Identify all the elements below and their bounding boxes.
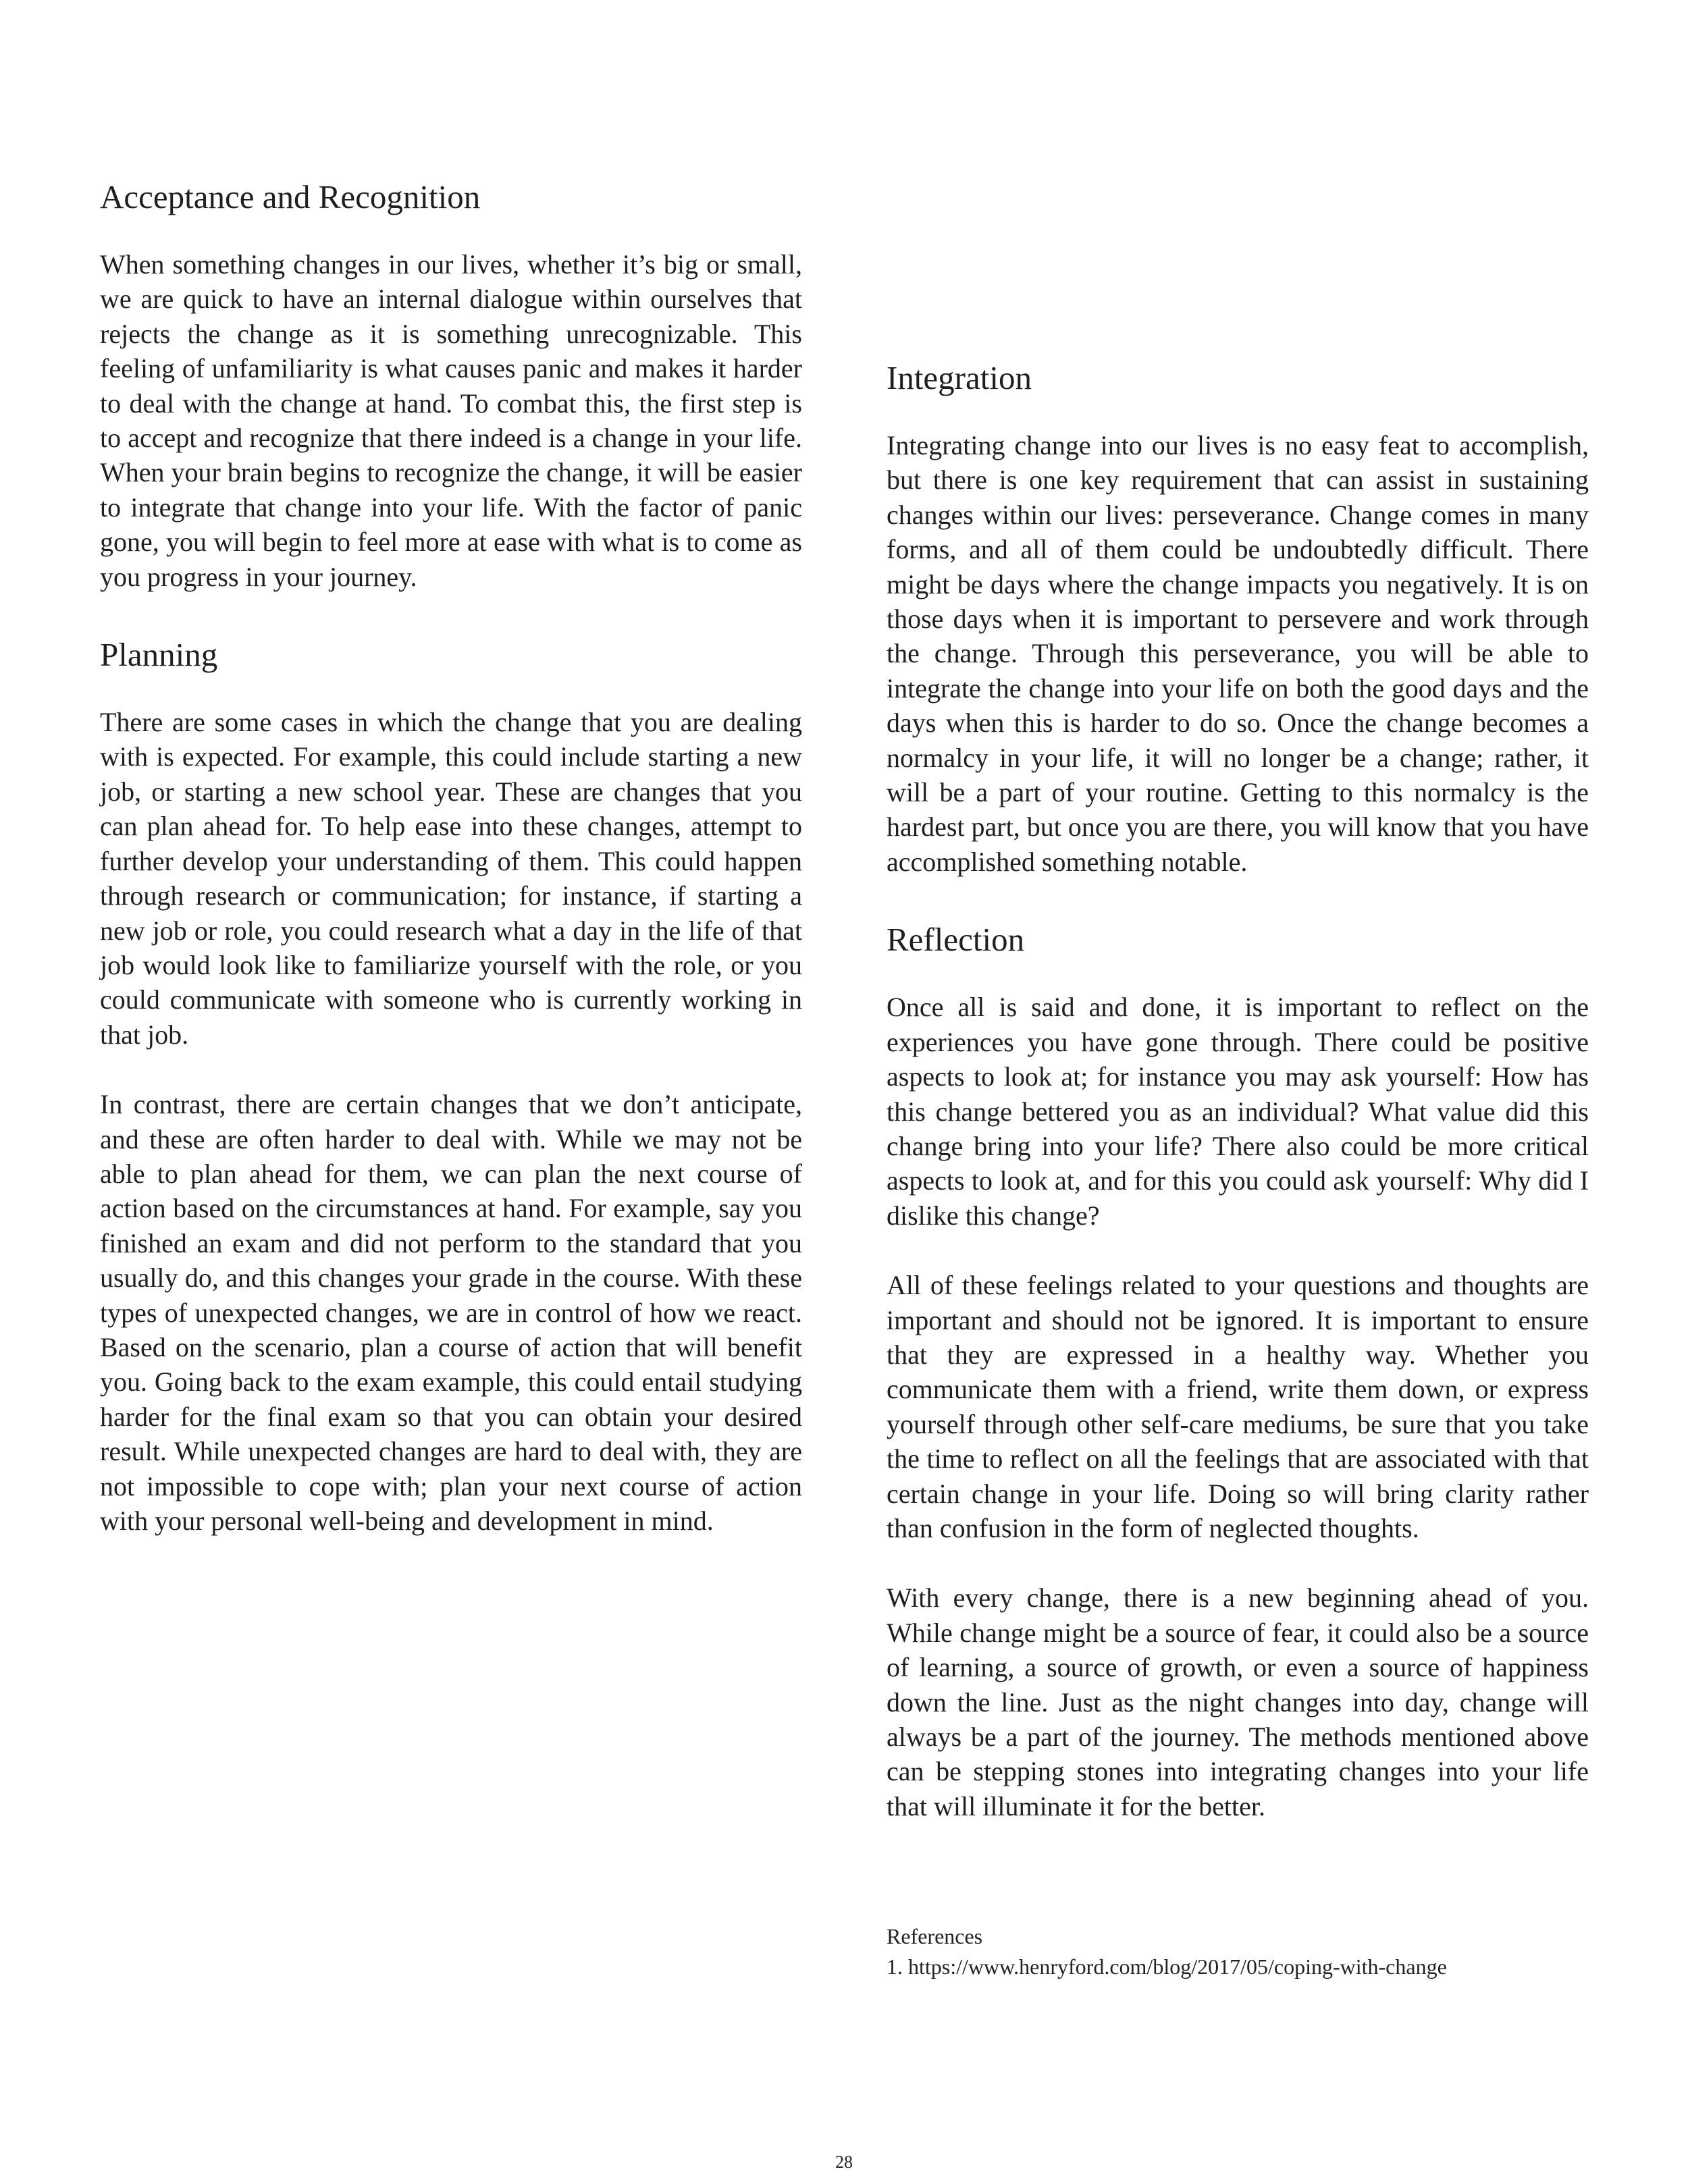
section-planning xyxy=(100,635,802,1538)
section-heading: Planning xyxy=(100,636,218,674)
page-number: 28 xyxy=(835,2152,853,2172)
section-heading: Acceptance and Recognition xyxy=(100,178,481,215)
paragraph: All of these feelings related to your questions and thoughts are important and should not be ignored. It is important to ensure that they are expressed in a healthy way. Whether you communicate them with a friend, write them down, or express yourself through other self-care mediums, be sure that you take the time to reflect on all the feelings that are associated with that certain change in your life. Doing so will bring clarity rather than confusion in the form of neglected thoughts. xyxy=(887,1270,1589,1543)
references-label: References xyxy=(887,1924,983,1948)
paragraph: Integrating change into our lives is no easy feat to accomplish, but there is one key requirement that can assist in sustaining changes within our lives: perseverance. Change comes in many forms, and all of them could be undoubtedly difficult. There might be days where the change impacts you negatively. It is on those days when it is important to persevere and work through the change. Through this perseverance, you will be able to integrate the change into your life on both the good days and the days when this is harder to do so. Once the change becomes a normalcy in your life, it will no longer be a change; rather, it will be a part of your routine. Getting to this normalcy is the hardest part, but once you are there, you will know that you have accomplished something notable. xyxy=(887,430,1589,877)
references xyxy=(887,1921,1629,1982)
reference-link[interactable]: 1. https://www.henryford.com/blog/2017/05/coping-with-change xyxy=(887,1954,1447,1979)
paragraph: There are some cases in which the change that you are dealing with is expected. For example, this could include starting a new job, or starting a new school year. These are changes that you can plan ahead for. To help ease into these changes, attempt to further develop your understanding of them. This could happen through research or communication; for instance, if starting a new job or role, you could research what a day in the life of that job would look like to familiarize yourself with the role, or you could communicate with someone who is currently working in that job. xyxy=(100,707,802,1050)
section-integration xyxy=(887,358,1589,879)
right-column xyxy=(887,358,1589,1864)
paragraph: With every change, there is a new beginning ahead of you. While change might be a source of fear, it could also be a source of learning, a source of growth, or even a source of happiness down the line. Just as the night changes into day, change will always be a part of the journey. The methods mentioned above can be stepping stones into integrating changes into your life that will illuminate it for the better. xyxy=(887,1582,1589,1821)
paragraph: Once all is said and done, it is important to reflect on the experiences you have gone through. There could be positive aspects to look at; for instance you may ask yourself: How has this change bettered you as an individual? What value did this change bring into your life? There also could be more critical aspects to look at, and for this you could ask yourself: Why did I dislike this change? xyxy=(887,992,1589,1231)
section-reflection xyxy=(887,920,1589,1823)
paragraph: When something changes in our lives, whether it’s big or small, we are quick to have an internal dialogue within ourselves that rejects the change as it is something unrecognizable. This feeling of unfamiliarity is what causes panic and makes it harder to deal with the change at hand. To combat this, the first step is to accept and recognize that there indeed is a change in your life. When your brain begins to recognize the change, it will be easier to integrate that change into your life. With the factor of panic gone, you will begin to feel more at ease with what is to come as you progress in your journey. xyxy=(100,249,802,592)
section-heading: Reflection xyxy=(887,921,1025,959)
paragraph: In contrast, there are certain changes that we don’t anticipate, and these are often harder to deal with. While we may not be able to plan ahead for them, we can plan the next course of action based on the circumstances at hand. For example, say you finished an exam and did not perform to the standard that you usually do, and this changes your grade in the course. With these types of unexpected changes, we are in control of how we react. Based on the scenario, plan a course of action that will benefit you. Going back to the exam example, this could entail studying harder for the final exam so that you can obtain your desired result. While unexpected changes are hard to deal with, they are not impossible to cope with; plan your next course of action with your personal well-being and development in mind. xyxy=(100,1089,802,1536)
section-acceptance xyxy=(100,177,802,594)
section-heading: Integration xyxy=(887,359,1032,396)
left-column xyxy=(100,177,802,1578)
